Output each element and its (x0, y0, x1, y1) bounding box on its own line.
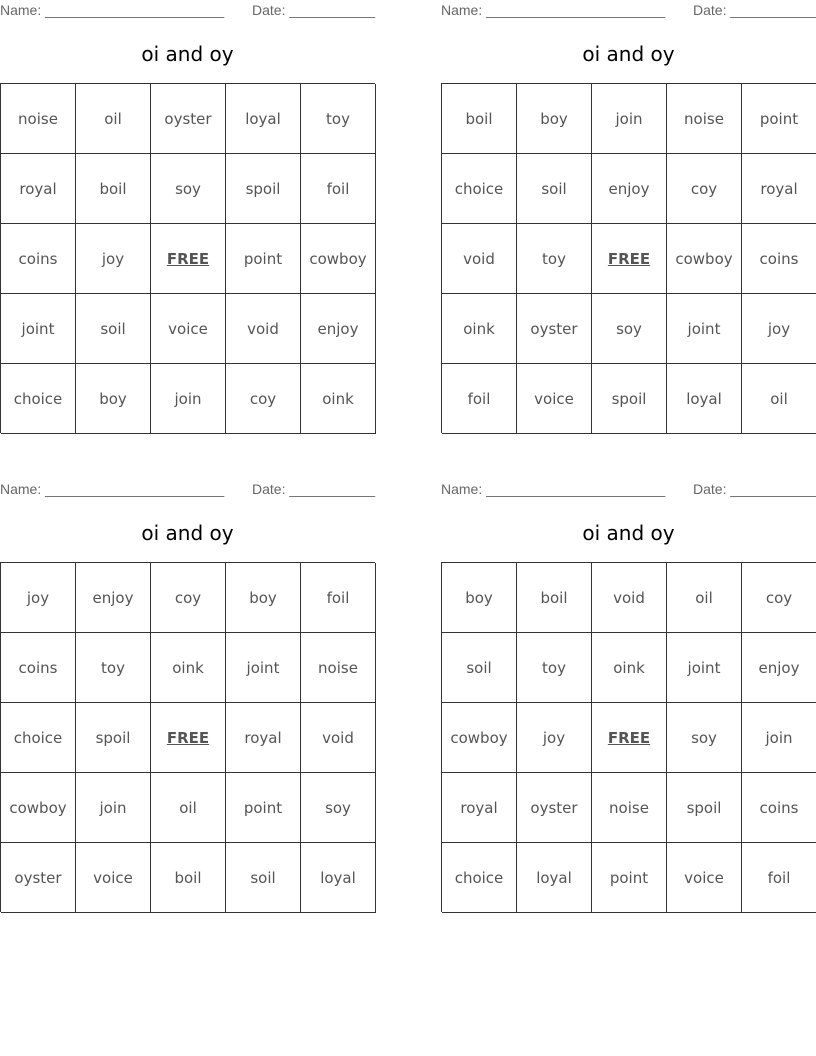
free-space: FREE (151, 703, 226, 773)
bingo-cell: loyal (301, 843, 376, 913)
bingo-cell: choice (442, 154, 517, 224)
bingo-cell: voice (667, 843, 742, 913)
bingo-grid (441, 562, 816, 912)
bingo-cell: point (226, 773, 301, 843)
card-header (0, 2, 375, 20)
bingo-cell: cowboy (442, 703, 517, 773)
bingo-cell: toy (301, 84, 376, 154)
bingo-cell: choice (442, 843, 517, 913)
bingo-cell: royal (226, 703, 301, 773)
bingo-cell: boil (151, 843, 226, 913)
bingo-cell: foil (742, 843, 816, 913)
bingo-cell: soy (592, 294, 667, 364)
bingo-cell: coy (226, 364, 301, 434)
bingo-cell: toy (76, 633, 151, 703)
bingo-card-3 (0, 479, 375, 919)
bingo-cell: noise (301, 633, 376, 703)
bingo-cell: oyster (517, 773, 592, 843)
bingo-cell: spoil (667, 773, 742, 843)
date-field: Date: ___________ (693, 2, 816, 18)
date-field: Date: ___________ (252, 481, 375, 497)
bingo-cell: noise (592, 773, 667, 843)
bingo-cell: coy (151, 563, 226, 633)
bingo-cell: oil (151, 773, 226, 843)
bingo-cell: soil (226, 843, 301, 913)
bingo-cell: soil (517, 154, 592, 224)
bingo-cell: joint (226, 633, 301, 703)
date-field: Date: ___________ (693, 481, 816, 497)
bingo-cell: oyster (151, 84, 226, 154)
name-field: Name: _______________________ (0, 481, 225, 497)
free-space: FREE (592, 224, 667, 294)
bingo-cell: loyal (667, 364, 742, 434)
bingo-cell: soy (151, 154, 226, 224)
bingo-cell: soil (76, 294, 151, 364)
bingo-cell: boy (517, 84, 592, 154)
bingo-cell: enjoy (592, 154, 667, 224)
bingo-cell: soy (667, 703, 742, 773)
bingo-grid (0, 562, 375, 912)
bingo-cell: noise (1, 84, 76, 154)
bingo-cell: oyster (1, 843, 76, 913)
date-field: Date: ___________ (252, 2, 375, 18)
bingo-cell: soy (301, 773, 376, 843)
bingo-cell: foil (301, 154, 376, 224)
bingo-cell: royal (442, 773, 517, 843)
bingo-cell: joint (667, 294, 742, 364)
card-header (441, 2, 816, 20)
name-field: Name: _______________________ (0, 2, 225, 18)
bingo-cell: toy (517, 633, 592, 703)
bingo-cell: voice (151, 294, 226, 364)
bingo-cell: coins (1, 224, 76, 294)
bingo-cell: cowboy (301, 224, 376, 294)
bingo-cell: toy (517, 224, 592, 294)
card-header (0, 481, 375, 499)
bingo-card-2 (441, 0, 816, 440)
card-title: oi and oy (582, 42, 675, 66)
bingo-cell: oil (76, 84, 151, 154)
bingo-cell: joy (742, 294, 816, 364)
bingo-cell: loyal (226, 84, 301, 154)
bingo-cell: cowboy (667, 224, 742, 294)
bingo-cell: soil (442, 633, 517, 703)
bingo-cell: joy (517, 703, 592, 773)
bingo-cell: foil (301, 563, 376, 633)
bingo-cell: join (151, 364, 226, 434)
bingo-cell: royal (742, 154, 816, 224)
bingo-cell: void (592, 563, 667, 633)
bingo-cell: oink (301, 364, 376, 434)
bingo-cell: oyster (517, 294, 592, 364)
bingo-cell: join (592, 84, 667, 154)
name-field: Name: _______________________ (441, 2, 666, 18)
bingo-cell: voice (76, 843, 151, 913)
bingo-cell: enjoy (301, 294, 376, 364)
bingo-cell: void (226, 294, 301, 364)
bingo-cell: joy (1, 563, 76, 633)
bingo-cell: spoil (226, 154, 301, 224)
bingo-cell: coy (667, 154, 742, 224)
card-title: oi and oy (582, 521, 675, 545)
bingo-cell: coins (1, 633, 76, 703)
bingo-cell: boil (76, 154, 151, 224)
bingo-cell: voice (517, 364, 592, 434)
bingo-cell: oink (442, 294, 517, 364)
bingo-cell: oil (667, 563, 742, 633)
bingo-cell: point (226, 224, 301, 294)
bingo-cell: point (592, 843, 667, 913)
card-header (441, 481, 816, 499)
bingo-cell: void (301, 703, 376, 773)
bingo-cell: coy (742, 563, 816, 633)
bingo-cell: boy (226, 563, 301, 633)
bingo-cell: royal (1, 154, 76, 224)
bingo-cell: loyal (517, 843, 592, 913)
bingo-cell: join (742, 703, 816, 773)
bingo-cell: join (76, 773, 151, 843)
bingo-cell: coins (742, 224, 816, 294)
bingo-cell: void (442, 224, 517, 294)
bingo-cell: boy (442, 563, 517, 633)
bingo-cell: enjoy (76, 563, 151, 633)
bingo-cell: coins (742, 773, 816, 843)
card-title: oi and oy (141, 42, 234, 66)
bingo-cell: noise (667, 84, 742, 154)
bingo-cell: boil (442, 84, 517, 154)
bingo-cell: oink (592, 633, 667, 703)
bingo-card-1 (0, 0, 375, 440)
card-title: oi and oy (141, 521, 234, 545)
bingo-cell: boy (76, 364, 151, 434)
bingo-cell: oil (742, 364, 816, 434)
bingo-cell: boil (517, 563, 592, 633)
bingo-cell: choice (1, 703, 76, 773)
bingo-cell: spoil (76, 703, 151, 773)
bingo-cell: cowboy (1, 773, 76, 843)
bingo-cell: foil (442, 364, 517, 434)
free-space: FREE (592, 703, 667, 773)
bingo-card-4 (441, 479, 816, 919)
free-space: FREE (151, 224, 226, 294)
bingo-cell: joint (1, 294, 76, 364)
bingo-grid (0, 83, 375, 433)
bingo-cell: enjoy (742, 633, 816, 703)
bingo-cell: choice (1, 364, 76, 434)
bingo-cell: spoil (592, 364, 667, 434)
bingo-cell: joy (76, 224, 151, 294)
bingo-cell: joint (667, 633, 742, 703)
name-field: Name: _______________________ (441, 481, 666, 497)
bingo-cell: point (742, 84, 816, 154)
bingo-grid (441, 83, 816, 433)
bingo-cell: oink (151, 633, 226, 703)
